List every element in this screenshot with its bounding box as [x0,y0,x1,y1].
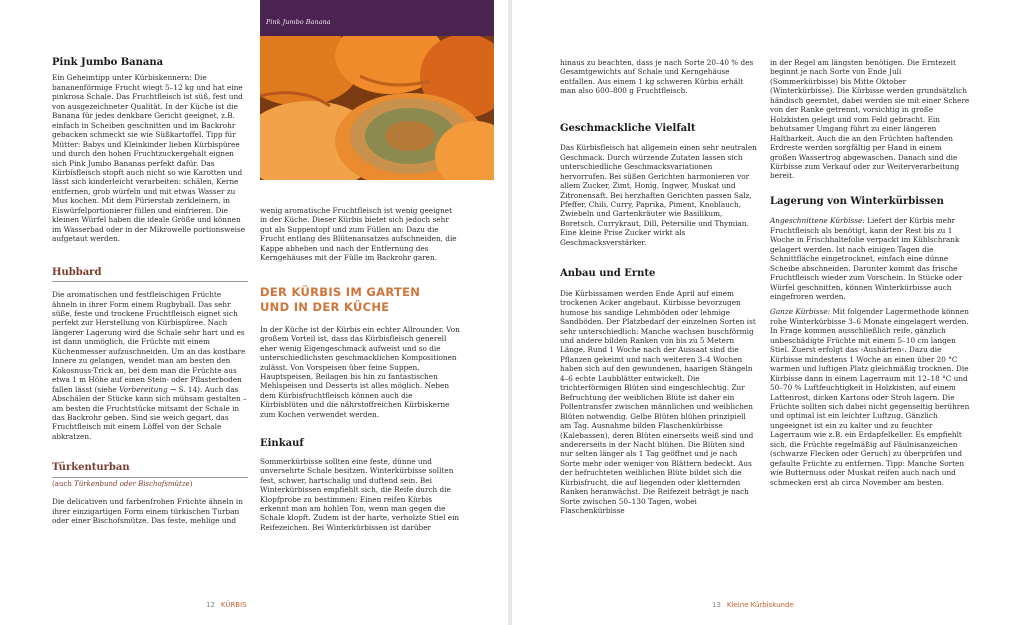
section-heading-line: DER KÜRBIS IM GARTEN [260,284,421,299]
text-span: Liefert der Kürbis mehr Fruchtfleisch als benötigt, kann der Rest bis zu 1 Woche in Frischhaltefolie verpackt im Kühlschrank gelagert werden. Ist nach einigen Tagen die Schnittfläche eingetrocknet, einfach eine dünne Scheibe abschneiden. Darunter kommt das frische Fruchtfleisch wieder zum Vorschein. In Stücke oder Würfel geschnitten, können Winterkürbisse auch eingefroren werden. [770,216,963,301]
subheading-tuerkenturban [52,480,248,489]
section-heading [260,285,460,315]
paragraph: Die delicativen und farbenfrohen Früchte ähneln in ihrer einzigartigen Form einem türkischen Turban oder einer Bischofsmütze. Das feste, mehlige und [52,497,243,526]
heading-geschmackliche-vielfalt: Geschmackliche Vielfalt [560,122,696,134]
page-footer [712,601,794,609]
pumpkin-illustration [260,36,494,180]
running-title: KÜRBIS [220,601,247,609]
paragraph: wenig aromatische Fruchtfleisch ist wenig geeignet in der Küche. Dieser Kürbis bietet sich jedoch sehr gut als Suppentopf und zum Füllen an: Dazu die Frucht entlang des Blütenansatzes aufschneiden, die Kappe abheben und nach der Entfernung des Kerngehäuses mit der Fülle im Backrohr garen. [260,206,457,263]
paragraph [52,290,248,441]
heading-lagerung-winterkuerbisse: Lagerung von Winterkürbissen [770,195,944,207]
page-number: 12 [206,601,215,609]
page-footer [206,601,247,609]
text-span: ) [189,479,193,488]
paragraph [770,216,970,301]
text-span: → S. 14). Auch das Abschälen der Stücke kann sich mühsam gestalten – am besten die Fruchtstücke mitsamt der Schale in das Backrohr geben. Sind sie weich gegart, das Fruchtfleisch mit einem Löffel von der Schale abkratzen. [52,384,247,441]
banner-label: Pink Jumbo Banana [266,18,331,26]
section-heading-line: UND IN DER KÜCHE [260,299,390,314]
paragraph: In der Küche ist der Kürbis ein echter Allrounder. Von großem Vorteil ist, dass das Kürbisfleisch generell eher wenig Eigengeschmack aufweist und so die unterschiedlichsten geschmacklichen Kompositionen zulässt. Von Vorspeisen über feine Suppen, Hauptspeisen, Beilagen bis hin zu fantastischen Mehlspeisen und Desserts ist alles möglich. Neben dem Kürbisfruchtfleisch können auch die Kürbisblüten und die nährstoffreichen Kürbiskerne zum Kochen verwendet werden. [260,324,460,419]
right-page [512,0,1020,625]
heading-einkauf: Einkauf [260,438,304,450]
paragraph [770,307,970,487]
text-span: (auch [52,479,75,488]
left-column-1 [52,58,248,536]
right-column-1 [560,58,758,526]
italic-text: Angeschnittene Kürbisse: [770,216,865,226]
left-column-2 [260,206,460,542]
text-span: Mit folgender Lagermethode können rohe Winterkürbisse 3–6 Monate eingelagert werden. In Frage kommen ausschließlich reife, gänzlich unbeschädigte Früchte mit einem 5–10 cm langen Stiel. Zuerst erfolgt das ›Aushärten‹. Dazu die Kürbisse mindestens 1 Woche an einen über 20 °C warmen und luftigen Platz gleichmäßig trocknen. Die Kürbisse dann in einem Lagerraum mit 12–18 °C und 50–70 % Luftfeuchtigkeit in Holzkisten, auf einem Lattenrost, dicken Kartons oder Stroh lagern. Die Früchte sollten sich dabei nicht gegenseitig berühren und optimal ist ein leichter Luftzug. Gänzlich ungeeignet ist ein zu kalter und zu feuchter Lagerraum wie z.B. ein Erdapfelkeller. Es empfiehlt sich, die Früchte regelmäßig auf Fäulnisanzeichen (schwarze Flecken oder Geruch) zu überprüfen und gefaulte Früchte zu entfernen. Tipp: Manche Sorten wie Butternuss oder Muskat reifen auch nach und schmecken erst ab circa November am besten. [770,307,970,487]
paragraph: Das Kürbisfleisch hat allgemein einen sehr neutralen Geschmack. Durch würzende Zutaten lassen sich unterschiedliche Geschmacksvariationen hervorrufen. Bei süßen Gerichten harmonieren vor allem Zucker, Zimt, Honig, Ingwer, Muskat und Zitronensaft. Bei herzhaften Gerichten passen Salz, Pfeffer, Chili, Curry, Paprika, Piment, Knoblauch, Zwiebeln und Gartenkräuter wie Basilikum, Boretsch, Currykraut, Dill, Petersilie und Thymian. Eine kleine Prise Zucker wirkt als Geschmacksverstärker. [560,143,757,247]
paragraph: Die Kürbissamen werden Ende April auf einem trockenen Acker angebaut. Kürbisse bevorzugen humose bis sandige Lehmböden oder lehmige Sandböden. Der Platzbedarf der einzelnen Sorten ist sehr unterschiedlich: Manche wachsen buschförmig und andere bilden Ranken von bis zu 5 Metern Länge. Rund 1 Woche nach der Aussaat sind die Pflanzen gekeimt und nach weiteren 3–4 Wochen haben sich auf den gewundenen, haarigen Stängeln 4–6 echte Laubblätter entwickelt. Die trichterförmigen Blüten sind eingeschlechtig. Zur Befruchtung der weiblichen Blüte ist daher ein Pollentransfer zwischen männlichen und weiblichen Blüten notwendig. Gelbe Blüten blühen prinzipiell am Tag. Ausnahme bilden Flaschenkürbisse (Kalebassen), deren Blüten einerseits weiß sind und andererseits in der Nacht blühen. Die Blüten sind nur selten länger als 1 Tag geöffnet und je nach Sorte mehr oder weniger von Blättern bedeckt. Aus der befruchteten weiblichen Blüte bildet sich die Kürbisfrucht, die auf liegenden oder kletternden Ranken heranwächst. Die Reifezeit beträgt je nach Sorte zwischen 50–130 Tagen, wobei Flaschenkürbisse [560,288,756,516]
running-title: Kleine Kürbiskunde [726,601,794,609]
heading-anbau-und-ernte: Anbau und Ernte [560,268,656,280]
italic-text: Ganze Kürbisse: [770,307,831,317]
pumpkin-photo [260,36,494,180]
heading-hubbard: Hubbard [52,268,248,282]
heading-pink-jumbo-banana: Pink Jumbo Banana [52,57,164,68]
left-page [0,0,508,625]
paragraph: Sommerkürbisse sollten eine feste, dünne und unversehrte Schale besitzen. Winterkürbisse sollten fest, schwer, hartschalig und duftend sein. Bei Winterkürbissen empfiehlt sich, die Reife durch die Klopfprobe zu bestimmen: Einen reifen Kürbis erkennt man am hohlen Ton, wenn man gegen die Schale klopft. Zudem ist der harte, verholzte Stiel ein Reifezeichen. Bei Winterkürbissen ist darüber [260,456,460,532]
paragraph: Ein Geheimtipp unter Kürbiskennern: Die bananenförmige Frucht wiegt 5–12 kg und hat eine pinkrosa Schale. Das Fruchtfleisch ist süß, fest und von ausgezeichneter Qualität. In der Küche ist die Banana für jedes denkbare Gericht geeignet, z.B. einfach in Scheiben geschnitten und im Backrohr gebacken schmeckt sie wie Süßkartoffel. Tipp für Mütter: Babys und Kleinkinder lieben Kürbispüree und durch den hohen Fruchtzuckergehalt eignen sich Pink Jumbo Bananas perfekt dafür. Das Kürbisfleisch stopft auch nicht so wie Karotten und lässt sich kinderleicht verarbeiten: schälen, Kerne entfernen, grob würfeln und mit etwas Wasser zu Mus kochen. Mit dem Pürierstab zerkleinern, in Eiswürfelportionierer füllen und einfrieren. Die kleinen Würfel haben die ideale Größe und können im Wasserbad oder in der Mikrowelle portionsweise aufgetaut werden. [52,73,246,244]
heading-tuerkenturban: Türkenturban [52,463,248,477]
italic-text: Türkenbund oder Bischofsmütze [74,479,190,488]
photo-banner [260,0,494,36]
paragraph: hinaus zu beachten, dass je nach Sorte 20–40 % des Gesamtgewichts auf Schale und Kerngehäuse entfallen. Aus einem 1 kg schweren Kürbis erhält man also 600–800 g Fruchtfleisch. [560,58,754,96]
right-column-2 [770,58,970,497]
page-number: 13 [712,601,721,609]
italic-text: Vorbereitung [119,384,168,394]
paragraph: in der Regel am längsten benötigen. Die Erntezeit beginnt je nach Sorte von Ende Juli (Sommerkürbisse) bis Mitte Oktober (Winterkürbisse). Die Kürbisse werden grundsätzlich händisch geerntet, dabei werden sie mit einer Schere von der Ranke getrennt, vorsichtig in große Holzkisten gelegt und vom Feld gebracht. Ein behutsamer Umgang führt zu einer längeren Haltbarkeit. Auch die an den Früchten haftenden Erdreste werden sorgfältig per Hand in einem großen Wassertrog abgewaschen. Danach sind die Kürbisse zum Verkauf oder zur Weiterverarbeitung bereit. [770,58,970,181]
text-span: Die aromatischen und festfleischigen Früchte ähneln in ihrer Form einem Rugbyball. Das sehr süße, feste und trockene Fruchtfleisch eignet sich perfekt zur Herstellung von Kürbispüree. Nach längerer Lagerung wird die Schale sehr hart und es ist dann unmöglich, die Früchte mit einem Küchenmesser aufzuschneiden. Um an das kostbare Innere zu gelangen, wendet man am besten den Kokosnuss-Trick an, bei dem man die Früchte aus etwa 1 m Höhe auf einen Stein- oder Pflasterboden fallen lässt (siehe [52,290,246,394]
